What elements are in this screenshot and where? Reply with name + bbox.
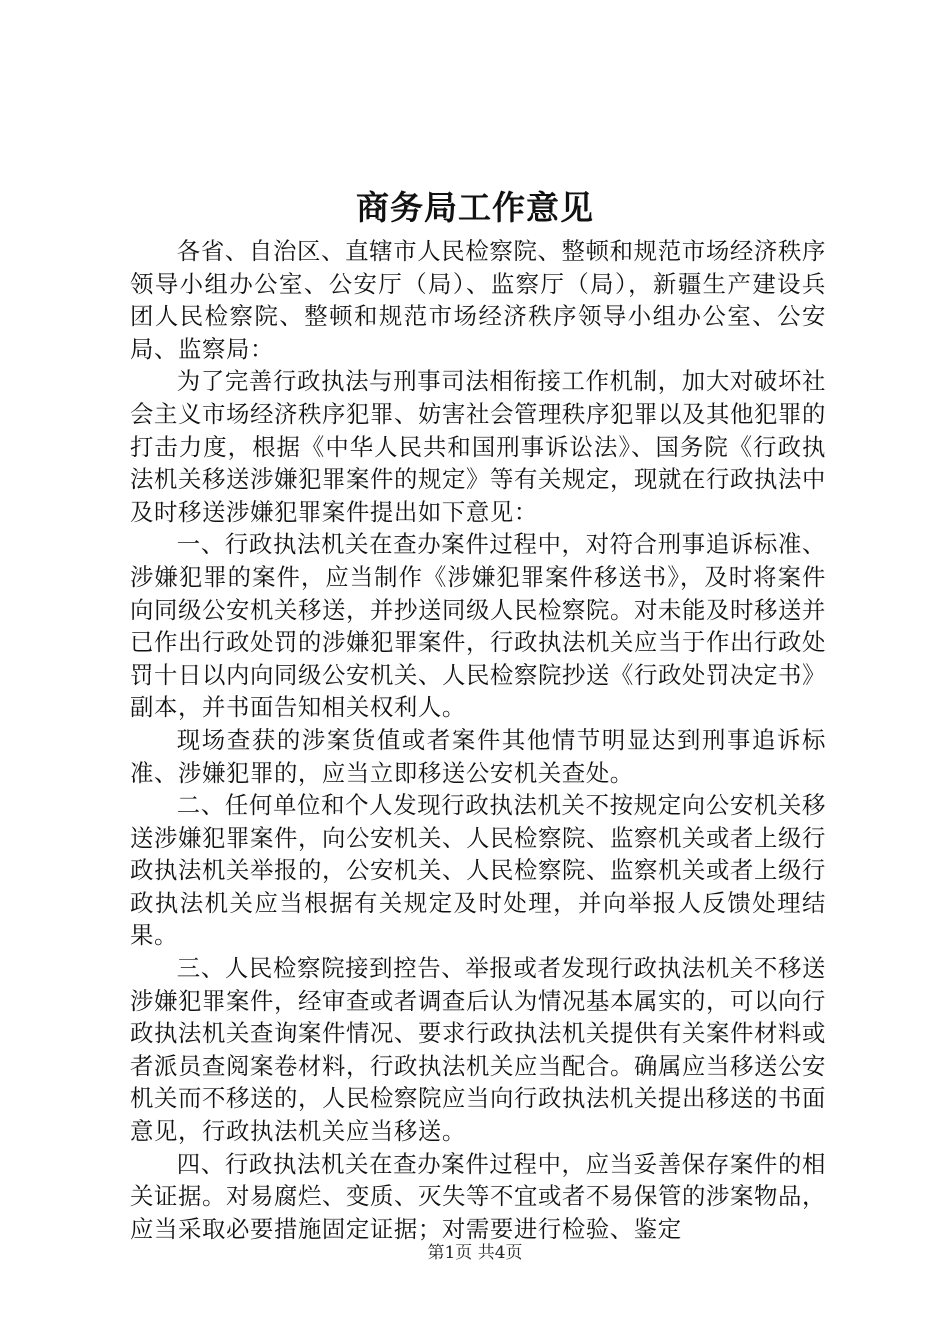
paragraph-addressees: 各省、自治区、直辖市人民检察院、整顿和规范市场经济秩序领导小组办公室、公安厅（局）、监察厅（局），新疆生产建设兵团人民检察院、整顿和规范市场经济秩序领导小组办公室、公安局、监察局： xyxy=(130,237,826,363)
paragraph-item-4: 四、行政执法机关在查办案件过程中，应当妥善保存案件的相关证据。对易腐烂、变质、灭失等不宜或者不易保管的涉案物品，应当采取必要措施固定证据；对需要进行检验、鉴定 xyxy=(130,1149,826,1243)
paragraph-item-3: 三、人民检察院接到控告、举报或者发现行政执法机关不移送涉嫌犯罪案件，经审查或者调查后认为情况基本属实的，可以向行政执法机关查询案件情况、要求行政执法机关提供有关案件材料或者派员查阅案卷材料，行政执法机关应当配合。确属应当移送公安机关而不移送的，人民检察院应当向行政执法机关提出移送的书面意见，行政执法机关应当移送。 xyxy=(130,954,826,1146)
page-number-footer: 第1页 共4页 xyxy=(427,1243,523,1263)
paragraph-purpose: 为了完善行政执法与刑事司法相衔接工作机制，加大对破坏社会主义市场经济秩序犯罪、妨害社会管理秩序犯罪以及其他犯罪的打击力度，根据《中华人民共和国刑事诉讼法》、国务院《行政执法机关移送涉嫌犯罪案件的规定》等有关规定，现就在行政执法中及时移送涉嫌犯罪案件提出如下意见： xyxy=(130,367,826,526)
document-title: 商务局工作意见 xyxy=(356,188,594,227)
document-body xyxy=(130,235,826,1245)
paragraph-item-1: 一、行政执法机关在查办案件过程中，对符合刑事追诉标准、涉嫌犯罪的案件，应当制作《涉嫌犯罪案件移送书》，及时将案件向同级公安机关移送，并抄送同级人民检察院。对未能及时移送并已作出行政处罚的涉嫌犯罪案件，行政执法机关应当于作出行政处罚十日以内向同级公安机关、人民检察院抄送《行政处罚决定书》副本，并书面告知相关权利人。 xyxy=(130,530,826,722)
paragraph-item-1-supplement: 现场查获的涉案货值或者案件其他情节明显达到刑事追诉标准、涉嫌犯罪的，应当立即移送公安机关查处。 xyxy=(130,725,826,787)
paragraph-item-2: 二、任何单位和个人发现行政执法机关不按规定向公安机关移送涉嫌犯罪案件，向公安机关、人民检察院、监察机关或者上级行政执法机关举报的，公安机关、人民检察院、监察机关或者上级行政执法机关应当根据有关规定及时处理，并向举报人反馈处理结果。 xyxy=(130,791,826,950)
